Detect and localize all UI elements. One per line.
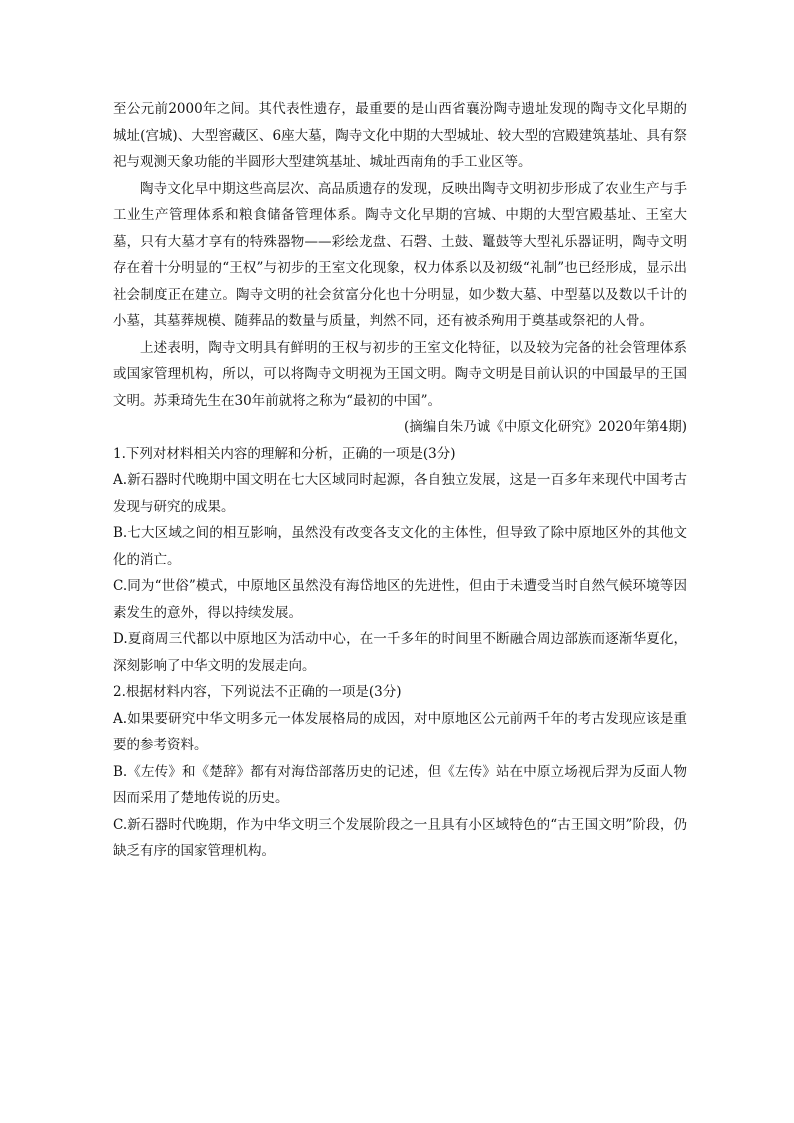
question-1-option-a: A.新石器时代晚期中国文明在七大区域同时起源，各自独立发展，这是一百多年来现代中国考古发现与研究的成果。 bbox=[113, 472, 687, 515]
question-1-option-b: B.七大区域之间的相互影响，虽然没有改变各支文化的主体性，但导致了除中原地区外的其他文化的消亡。 bbox=[113, 525, 687, 568]
material-paragraph-3: 上述表明，陶寺文明具有鲜明的王权与初步的王室文化特征，以及较为完备的社会管理体系或国家管理机构，所以，可以将陶寺文明视为王国文明。陶寺文明是目前认识的中国最早的王国文明。苏秉琦先生在30年前就将之称为“最初的中国”。 bbox=[113, 339, 687, 409]
question-1-option-d: D.夏商周三代都以中原地区为活动中心，在一千多年的时间里不断融合周边部族而逐渐华夏化，深刻影响了中华文明的发展走向。 bbox=[113, 631, 687, 674]
document-page bbox=[113, 96, 687, 865]
question-1-option-c: C.同为“世俗”模式，中原地区虽然没有海岱地区的先进性，但由于未遭受当时自然气候环境等因素发生的意外，得以持续发展。 bbox=[113, 578, 687, 621]
question-2-option-b: B.《左传》和《楚辞》都有对海岱部落历史的记述，但《左传》站在中原立场视后羿为反面人物因而采用了楚地传说的历史。 bbox=[113, 763, 687, 806]
question-2-option-c: C.新石器时代晚期，作为中华文明三个发展阶段之一且具有小区域特色的“古王国文明”阶段，仍缺乏有序的国家管理机构。 bbox=[113, 816, 687, 859]
material-paragraph-2: 陶寺文化早中期这些高层次、高品质遗存的发现，反映出陶寺文明初步形成了农业生产与手工业生产管理体系和粮食储备管理体系。陶寺文化早期的宫城、中期的大型宫殿基址、王室大墓，只有大墓才享有的特殊器物——彩绘龙盘、石磬、土鼓、鼍鼓等大型礼乐器证明，陶寺文明存在着十分明显的“王权”与初步的王室文化现象，权力体系以及初级“礼制”也已经形成，显示出社会制度正在建立。陶寺文明的社会贫富分化也十分明显，如少数大墓、中型墓以及数以千计的小墓，其墓葬规模、随葬品的数量与质量，判然不同，还有被杀殉用于奠基或祭祀的人骨。 bbox=[113, 180, 687, 329]
question-1-stem: 1.下列对材料相关内容的理解和分析，正确的一项是(3分) bbox=[113, 445, 456, 462]
material-source: (摘编自朱乃诚《中原文化研究》2020年第4期) bbox=[404, 419, 687, 435]
material-paragraph-1: 至公元前2000年之间。其代表性遗存，最重要的是山西省襄汾陶寺遗址发现的陶寺文化早期的城址(宫城)、大型窖藏区、6座大墓，陶寺文化中期的大型城址、较大型的宫殿建筑基址、具有祭祀与观测天象功能的半圆形大型建筑基址、城址西南角的手工业区等。 bbox=[113, 101, 687, 170]
question-2-option-a: A.如果要研究中华文明多元一体发展格局的成因，对中原地区公元前两千年的考古发现应该是重要的参考资料。 bbox=[113, 710, 687, 753]
question-2-stem: 2.根据材料内容，下列说法不正确的一项是(3分) bbox=[113, 684, 402, 700]
